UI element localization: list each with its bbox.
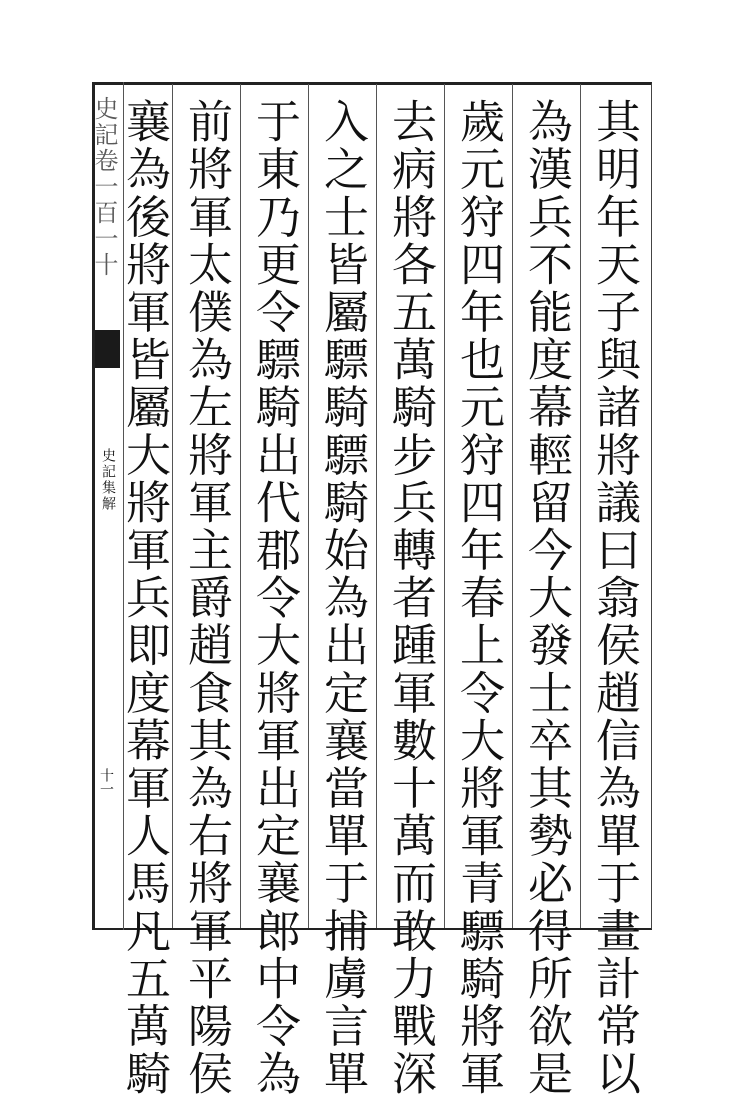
margin-book-title: 史記集解 [100,448,116,512]
margin-volume-title: 史記卷一百一十 [90,96,118,278]
column-rule [512,84,513,928]
margin-page-number: 十一 [98,768,114,796]
text-column-5: 入之士皆屬驃騎驃騎始為出定襄當單于捕虜言單 [316,98,369,1098]
column-rule [308,84,309,928]
text-column-7: 前將軍太僕為左將軍主爵趙食其為右將軍平陽侯 [180,98,233,1098]
text-column-4: 去病將各五萬騎步兵轉者踵軍數十萬而敢力戰深 [384,98,437,1098]
text-column-8: 襄為後將軍皆屬大將軍兵即度幕軍人馬凡五萬騎 [118,98,171,1098]
column-rule [240,84,241,928]
text-column-3: 歲元狩四年也元狩四年春上令大將軍青驃騎將軍 [452,98,505,1098]
text-column-6: 于東乃更令驃騎出代郡令大將軍出定襄郎中令為 [248,98,301,1098]
text-column-2: 為漢兵不能度幕輕留今大發士卒其勢必得所欲是 [520,98,573,1098]
column-rule [376,84,377,928]
column-rule [444,84,445,928]
column-rule [580,84,581,928]
text-column-1: 其明年天子與諸將議曰翕侯趙信為單于畫計常以 [588,98,641,1098]
